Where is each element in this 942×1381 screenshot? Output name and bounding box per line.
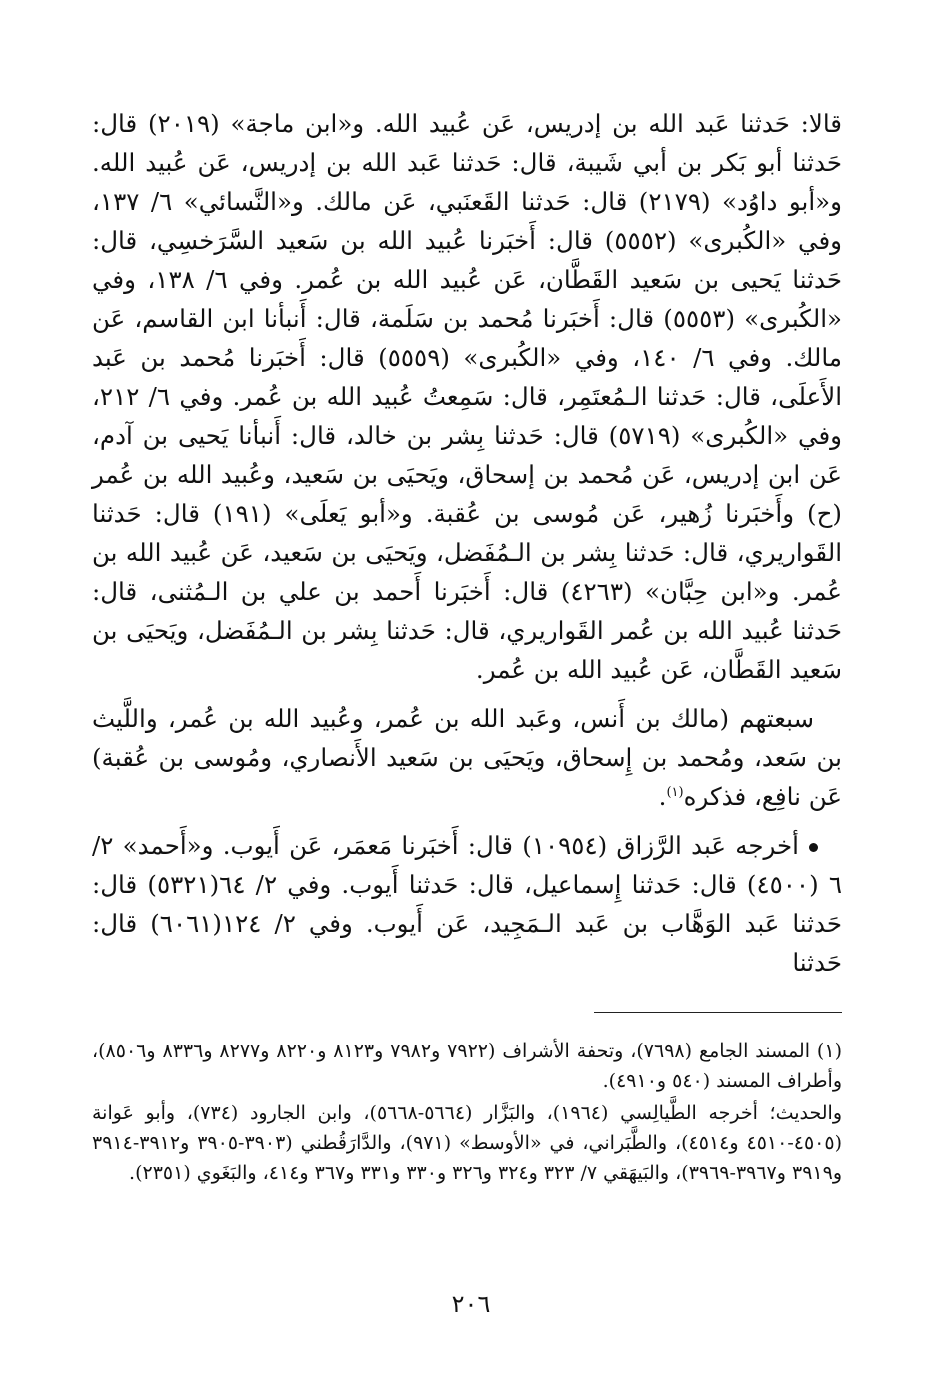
summary-text: سبعتهم (مالك بن أَنس، وعَبد الله بن عُمر، وعُبيد الله بن عُمر، واللَّيث بن سَعد، ومُحمد بن إِسحاق، ويَحيَى بن سَعيد الأَنصاري، ومُوسى بن عُقبة) عَن نافِع، فذكره (92, 704, 842, 811)
footnote-1: (١) المسند الجامع (٧٦٩٨)، وتحفة الأشراف (٧٩٢٢ و٧٩٨٢ و٨١٢٣ و٨٢٢٠ و٨٢٧٧ و٨٣٣٦ و٨٥٠٦)، وأطراف المسند (٥٤٠ و٤٩١٠). (92, 1040, 842, 1092)
bullet-icon (809, 843, 818, 852)
paragraph-hadith-chains: قالا: حَدثنا عَبد الله بن إدريس، عَن عُبيد الله. و«ابن ماجة» (٢٠١٩) قال: حَدثنا أبو بَكر بن أبي شَيبة، قال: حَدثنا عَبد الله بن إدريس، عَن عُبيد الله. و«أبو داوُد» (٢١٧٩) قال: حَدثنا القَعنَبي، عَن مالك. و«النَّسائي» ٦/ ١٣٧، وفي «الكُبرى» (٥٥٥٢) قال: أَخبَرنا عُبيد الله بن سَعيد السَّرَخسِي، قال: حَدثنا يَحيى بن سَعيد القَطَّان، عَن عُبيد الله بن عُمر. وفي ٦/ ١٣٨، وفي «الكُبرى» (٥٥٥٣) قال: أَخبَرنا مُحمد بن سَلَمة، قال: أَنبأنا ابن القاسم، عَن مالك. وفي ٦/ ١٤٠، وفي «الكُبرى» (٥٥٥٩) قال: أَخبَرنا مُحمد بن عَبد الأَعلَى، قال: حَدثنا الـمُعتَمِر، قال: سَمِعتُ عُبيد الله بن عُمر. وفي ٦/ ٢١٢، وفي «الكُبرى» (٥٧١٩) قال: حَدثنا بِشر بن خالد، قال: أَنبأنا يَحيى بن آدم، عَن ابن إدريس، عَن مُحمد بن إسحاق، ويَحيَى بن سَعيد، وعُبيد الله بن عُمر (ح) وأَخبَرنا زُهير، عَن مُوسى بن عُقبة. و«أبو يَعلَى» (١٩١) قال: حَدثنا القَواريري، قال: حَدثنا بِشر بن الـمُفَضل، ويَحيَى بن سَعيد، عَن عُبيد الله بن عُمر. و«ابن حِبَّان» (٤٢٦٣) قال: أَخبَرنا أَحمد بن علي بن الـمُثنى، قال: حَدثنا عُبيد الله بن عُمر القَواريري، قال: حَدثنا بِشر بن الـمُفَضل، ويَحيَى بن سَعيد القَطَّان، عَن عُبيد الله بن عُمر. (92, 109, 843, 684)
footnotes (92, 1036, 842, 1190)
bullet-text: أخرجه عَبد الرَّزاق (١٠٩٥٤) قال: أَخبَرنا مَعمَر، عَن أَيوب. و«أَحمد» ٢/ ٦ (٤٥٠٠) قال: حَدثنا إِسماعيل، قال: حَدثنا أَيوب. وفي ٢/ ٦٤(٥٣٢١) قال: حَدثنا عَبد الوَهَّاب بن عَبد الـمَجِيد، عَن أَيوب. وفي ٢/ ١٢٤(٦٠٦١) قال: حَدثنا (92, 831, 842, 977)
footnote-separator (594, 1012, 842, 1013)
paragraph-summary (92, 699, 842, 816)
main-text (92, 104, 842, 982)
footnote-ref-1[interactable]: (١) (666, 784, 684, 800)
footnote-1-continued: والحديث؛ أخرجه الطَّيالِسي (١٩٦٤)، والبَزَّار (٥٦٦٤-٥٦٦٨)، وابن الجارود (٧٣٤)، وأبو عَوانة (٤٥٠٥-٤٥١٠ و٤٥١٤)، والطَّبَراني، في «الأوسط» (٩٧١)، والدَّارَقُطني (٣٩٠٣-٣٩٠٥ و٣٩١٢-٣٩١٤ و٣٩١٩ و٣٩٦٧-٣٩٦٩)، والبَيهَقي ٧/ ٣٢٣ و٣٢٤ و٣٢٦ و٣٣٠ و٣٣١ و٣٦٧ و٤١٤، والبَغَوي (٢٣٥١). (92, 1102, 843, 1184)
page-number: ٢٠٦ (451, 1290, 491, 1318)
paragraph-bullet (92, 826, 842, 982)
summary-end: . (658, 782, 667, 811)
